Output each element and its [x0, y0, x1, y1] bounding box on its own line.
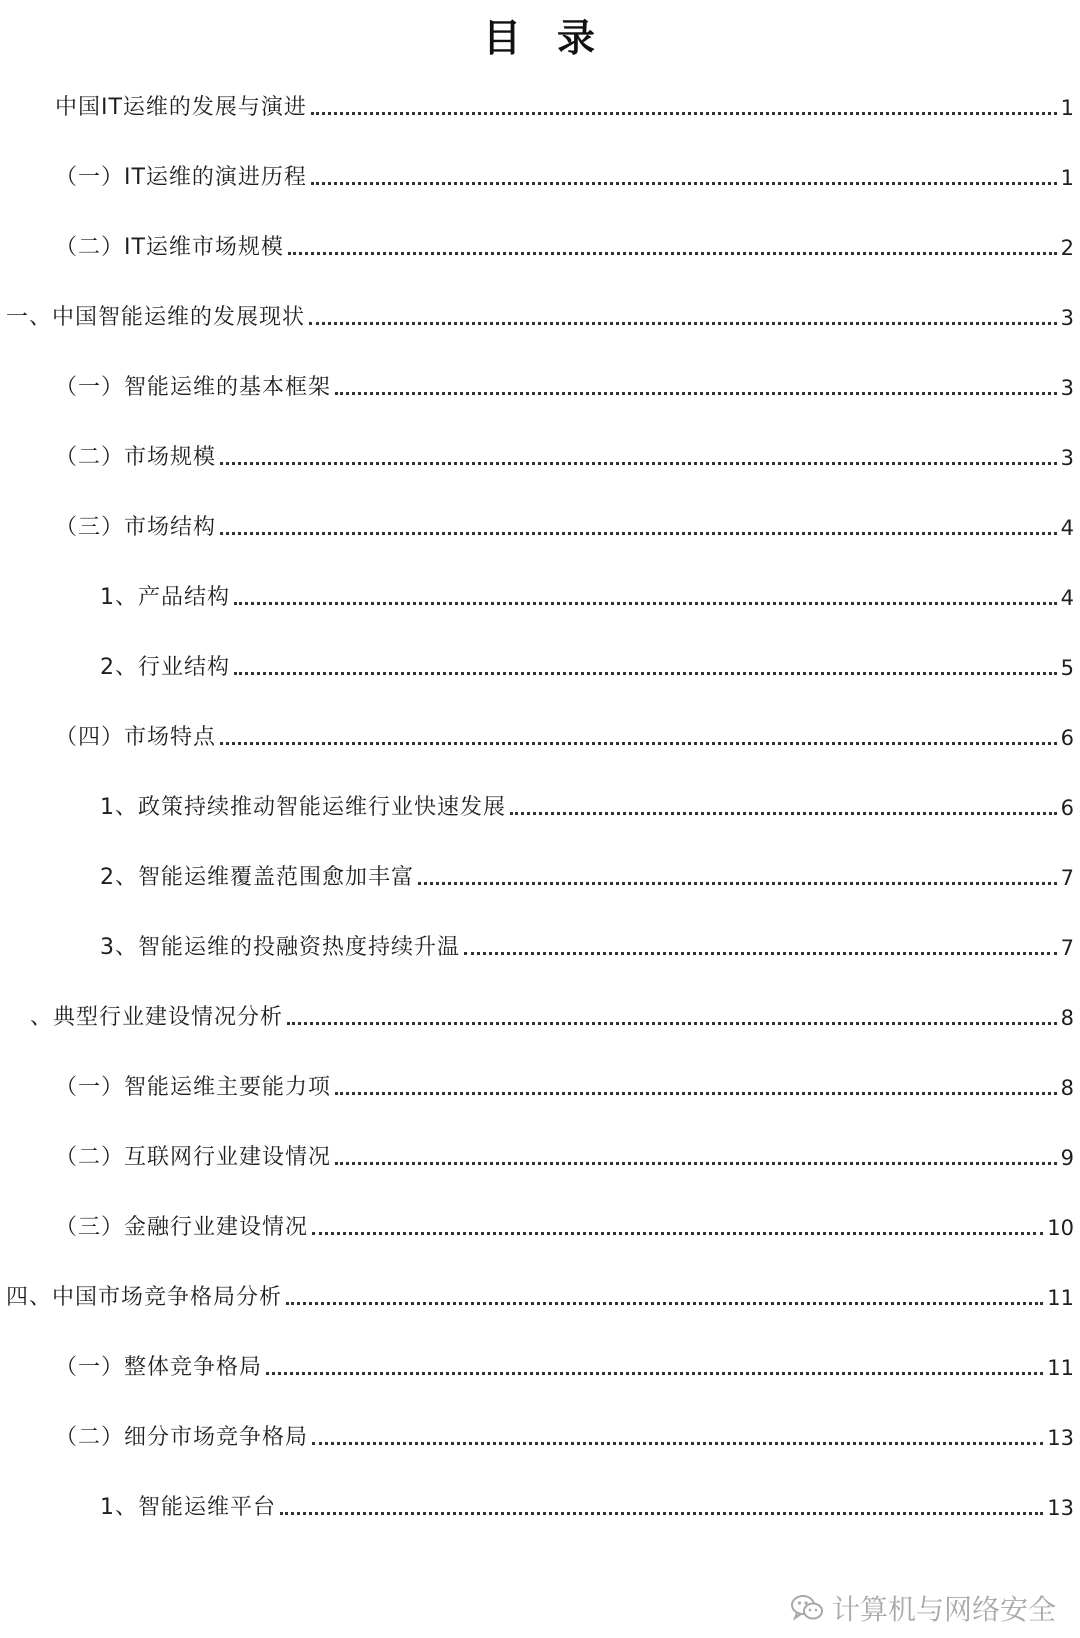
toc-page-number: 5 — [1060, 656, 1074, 680]
toc-entry-text: 1、产品结构 — [100, 585, 230, 610]
toc-entry-text: 3、智能运维的投融资热度持续升温 — [100, 935, 460, 960]
toc-entry-text: 一、中国智能运维的发展现状 — [6, 305, 306, 330]
toc-page-number: 8 — [1060, 1076, 1074, 1100]
toc-page-number: 1 — [1060, 166, 1074, 190]
toc-leader-dots — [311, 111, 1057, 115]
toc-entry[interactable] — [100, 852, 1074, 892]
toc-leader-dots — [234, 601, 1057, 605]
toc-entry-text: 1、智能运维平台 — [100, 1495, 276, 1520]
page-title — [0, 8, 1080, 68]
toc-page-number: 9 — [1060, 1146, 1074, 1170]
toc-entry-text: （四）市场特点 — [55, 725, 217, 750]
toc-leader-dots — [418, 881, 1057, 885]
toc-page-number: 7 — [1060, 866, 1074, 890]
toc-entry[interactable] — [30, 992, 1074, 1032]
toc-leader-dots — [220, 741, 1057, 745]
toc-entry[interactable] — [55, 222, 1074, 262]
toc-page-number: 2 — [1060, 236, 1074, 260]
toc-entry-text: （二）互联网行业建设情况 — [55, 1145, 332, 1170]
toc-entry-text: （一）智能运维的基本框架 — [55, 375, 332, 400]
toc-page-number: 4 — [1060, 516, 1074, 540]
toc-leader-dots — [335, 391, 1057, 395]
toc-leader-dots — [335, 1091, 1057, 1095]
toc-page-number: 3 — [1060, 376, 1074, 400]
toc-leader-dots — [311, 181, 1057, 185]
toc-page-number: 10 — [1047, 1216, 1074, 1240]
toc-page-number: 13 — [1047, 1426, 1074, 1450]
toc-entry-text: 1、政策持续推动智能运维行业快速发展 — [100, 795, 506, 820]
toc-entry-text: （二）市场规模 — [55, 445, 217, 470]
toc-page-number: 6 — [1060, 726, 1074, 750]
toc-entry[interactable] — [55, 1342, 1074, 1382]
toc-entry[interactable] — [55, 152, 1074, 192]
toc-leader-dots — [464, 951, 1057, 955]
toc-entry[interactable] — [100, 922, 1074, 962]
toc-page-number: 1 — [1060, 96, 1074, 120]
toc-leader-dots — [234, 671, 1057, 675]
toc-entry-text: （二）细分市场竞争格局 — [55, 1425, 309, 1450]
toc-page-number: 3 — [1060, 446, 1074, 470]
wechat-icon — [790, 1593, 824, 1623]
toc-entry-text: 、典型行业建设情况分析 — [30, 1005, 284, 1030]
toc-entry-text: （三）金融行业建设情况 — [55, 1215, 309, 1240]
toc-entry-text: 中国IT运维的发展与演进 — [55, 95, 307, 120]
toc-leader-dots — [288, 251, 1057, 255]
toc-page-number: 4 — [1060, 586, 1074, 610]
toc-page-number: 6 — [1060, 796, 1074, 820]
toc-entry-text: （一）IT运维的演进历程 — [55, 165, 307, 190]
toc-page-number: 11 — [1047, 1356, 1074, 1380]
toc-page-number: 11 — [1047, 1286, 1074, 1310]
toc-leader-dots — [286, 1301, 1043, 1305]
toc-leader-dots — [335, 1161, 1057, 1165]
toc-leader-dots — [266, 1371, 1043, 1375]
toc-entry[interactable] — [100, 782, 1074, 822]
toc-page-number: 13 — [1047, 1496, 1074, 1520]
toc-entry-text: （二）IT运维市场规模 — [55, 235, 284, 260]
toc-entry-text: （三）市场结构 — [55, 515, 217, 540]
toc-entry-text: 四、中国市场竞争格局分析 — [6, 1285, 283, 1310]
toc-entry-text: （一）智能运维主要能力项 — [55, 1075, 332, 1100]
toc-page-number: 3 — [1060, 306, 1074, 330]
toc-leader-dots — [287, 1021, 1057, 1025]
page-title-right: 录 — [557, 16, 598, 60]
toc-entry[interactable] — [55, 432, 1074, 472]
watermark-text: 计算机与网络安全 — [831, 1593, 1056, 1626]
toc-entry[interactable] — [55, 82, 1074, 122]
watermark — [790, 1588, 1056, 1628]
toc-entry[interactable] — [100, 572, 1074, 612]
toc-page-number: 7 — [1060, 936, 1074, 960]
toc-entry[interactable] — [55, 362, 1074, 402]
toc-entry[interactable] — [100, 642, 1074, 682]
toc-entry-text: 2、智能运维覆盖范围愈加丰富 — [100, 865, 414, 890]
toc-entry[interactable] — [6, 292, 1074, 332]
toc-leader-dots — [510, 811, 1057, 815]
toc-entry[interactable] — [6, 1272, 1074, 1312]
toc-leader-dots — [312, 1231, 1043, 1235]
toc-entry[interactable] — [55, 502, 1074, 542]
toc-entry[interactable] — [55, 712, 1074, 752]
toc-entry[interactable] — [55, 1202, 1074, 1242]
toc-entry-text: （一）整体竞争格局 — [55, 1355, 263, 1380]
page-title-left: 目 — [482, 16, 523, 60]
toc-entry[interactable] — [55, 1132, 1074, 1172]
toc-entry[interactable] — [100, 1482, 1074, 1522]
toc-entry[interactable] — [55, 1062, 1074, 1102]
toc-leader-dots — [280, 1511, 1043, 1515]
toc-leader-dots — [309, 321, 1057, 325]
toc-entry-text: 2、行业结构 — [100, 655, 230, 680]
toc-entry[interactable] — [55, 1412, 1074, 1452]
toc-leader-dots — [220, 531, 1057, 535]
toc-leader-dots — [312, 1441, 1043, 1445]
toc-leader-dots — [220, 461, 1057, 465]
toc-page-number: 8 — [1060, 1006, 1074, 1030]
